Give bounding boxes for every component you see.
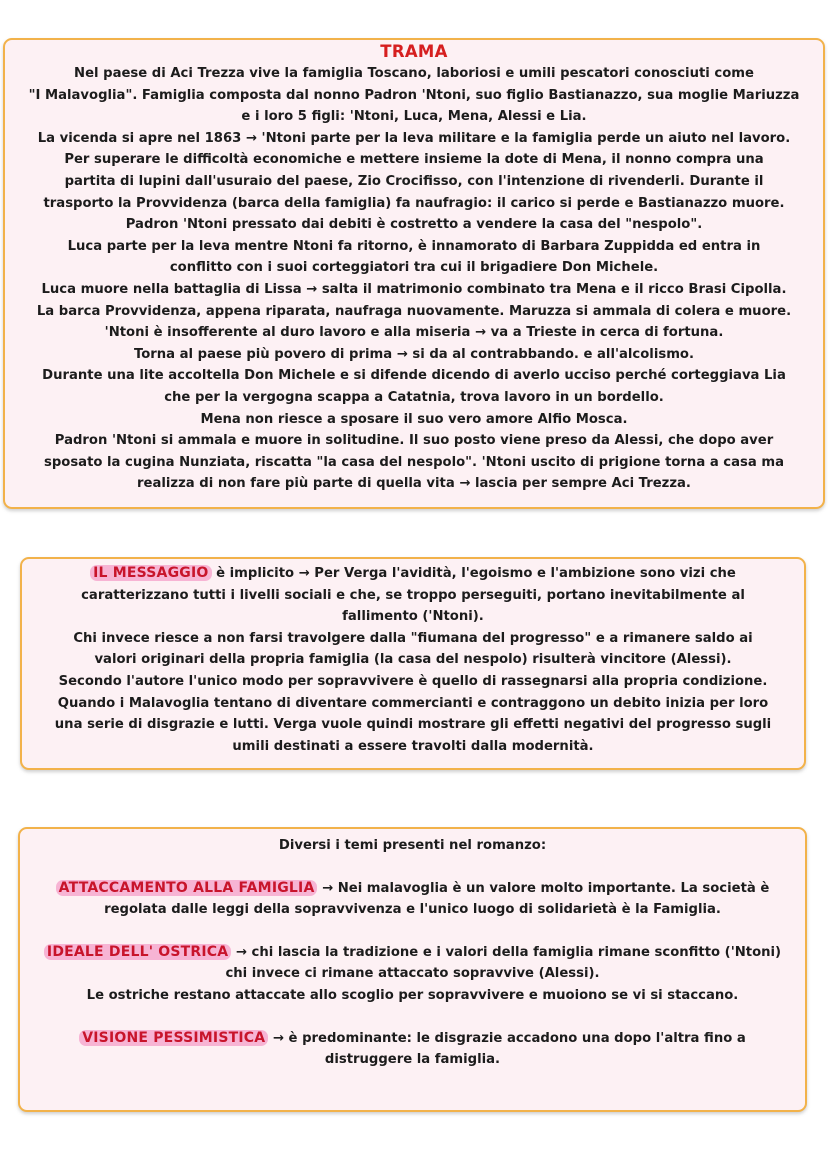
trama-line: trasporto la Provvidenza (barca della famiglia) fa naufragio: il carico si perde e Bastianazzo muore.	[43, 195, 785, 211]
messaggio-line: Quando i Malavoglia tentano di diventare commercianti e contraggono un debito inizia per loro	[57, 695, 769, 711]
trama-line: 'Ntoni è insofferente al duro lavoro e alla miseria → va a Trieste in cerca di fortuna.	[104, 325, 724, 341]
trama-line: realizza di non fare più parte di quella vita → lascia per sempre Aci Trezza.	[137, 476, 691, 492]
famiglia-text: → Nei malavoglia è un valore molto importante. La società è	[317, 880, 770, 896]
trama-line: "I Malavoglia". Famiglia composta dal nonno Padron 'Ntoni, suo figlio Bastianazzo, sua moglie Mariuzza	[28, 87, 800, 103]
messaggio-heading: IL MESSAGGIO	[90, 565, 211, 581]
trama-line: Nel paese di Aci Trezza vive la famiglia Toscano, laboriosi e umili pescatori conosciuti come	[74, 66, 754, 81]
trama-line: Torna al paese più povero di prima → si da al contrabbando. e all'alcolismo.	[133, 346, 695, 362]
ostrica-line: Le ostriche restano attaccate allo scoglio per sopravvivere e muoiono se vi si staccano.	[86, 987, 739, 1003]
pessimismo-heading: VISIONE PESSIMISTICA	[79, 1030, 268, 1046]
trama-line: conflitto con i suoi corteggiatori tra cui il brigadiere Don Michele.	[169, 260, 659, 276]
ostrica-heading: IDEALE DELL' OSTRICA	[44, 944, 231, 960]
temi-section	[18, 827, 807, 1112]
messaggio-line: fallimento ('Ntoni).	[342, 609, 484, 625]
trama-line: e i loro 5 figli: 'Ntoni, Luca, Mena, Alessi e Lia.	[241, 109, 587, 125]
messaggio-line: caratterizzano tutti i livelli sociali e che, se troppo perseguiti, portano inevitabilmente al	[81, 587, 745, 603]
temi-intro: Diversi i temi presenti nel romanzo:	[278, 838, 547, 853]
famiglia-line: regolata dalle leggi della sopravvivenza e l'unico luogo di solidarietà è la Famiglia.	[104, 902, 721, 918]
trama-line: Durante una lite accoltella Don Michele e si difende dicendo di averlo ucciso perché corteggiava Lia	[42, 368, 786, 384]
trama-line: La barca Provvidenza, appena riparata, naufraga nuovamente. Maruzza si ammala di colera e muore.	[36, 303, 792, 319]
trama-line: Per superare le difficoltà economiche e mettere insieme la dote di Mena, il nonno compra una	[64, 152, 764, 168]
trama-line: Mena non riesce a sposare il suo vero amore Alfio Mosca.	[200, 411, 628, 427]
trama-line: partita di lupini dall'usuraio del paese, Zio Crocifisso, con l'intenzione di rivenderli. Durante il	[64, 173, 764, 189]
messaggio-first-line	[28, 563, 798, 585]
messaggio-line: valori originari della propria famiglia (la casa del nespolo) risulterà vincitore (Alessi).	[94, 652, 732, 668]
ostrica-line: chi invece ci rimane attaccato sopravvive (Alessi).	[225, 966, 600, 982]
trama-line: Padron 'Ntoni pressato dai debiti è costretto a vendere la casa del "nespolo".	[125, 217, 703, 233]
famiglia-first-line	[30, 878, 795, 900]
pessimismo-line: distruggere la famiglia.	[324, 1052, 501, 1068]
trama-line: La vicenda si apre nel 1863 → 'Ntoni parte per la leva militare e la famiglia perde un aiuto nel lavoro.	[37, 130, 791, 146]
ostrica-text: → chi lascia la tradizione e i valori della famiglia rimane sconfitto ('Ntoni)	[231, 944, 782, 960]
trama-line: Luca parte per la leva mentre Ntoni fa ritorno, è innamorato di Barbara Zuppidda ed entra in	[67, 238, 761, 254]
messaggio-line: Chi invece riesce a non farsi travolgere dalla "fiumana del progresso" e a rimanere saldo ai	[73, 630, 753, 646]
trama-line: sposato la cugina Nunziata, riscatta "la casa del nespolo". 'Ntoni uscito di prigione torna a casa ma	[43, 454, 785, 470]
messaggio-line: una serie di disgrazie e lutti. Verga vuole quindi mostrare gli effetti negativi del progresso sugli	[54, 717, 772, 733]
trama-title: TRAMA	[380, 42, 448, 61]
ostrica-first-line	[30, 942, 795, 964]
messaggio-intro-text: è implicito → Per Verga l'avidità, l'egoismo e l'ambizione sono vizi che	[211, 566, 736, 581]
messaggio-section	[20, 557, 806, 770]
pessimismo-first-line	[30, 1028, 795, 1050]
trama-line: che per la vergogna scappa a Catatnia, trova lavoro in un bordello.	[164, 389, 664, 405]
messaggio-line: Secondo l'autore l'unico modo per sopravvivere è quello di rassegnarsi alla propria condizione.	[58, 673, 768, 689]
trama-line: Padron 'Ntoni si ammala e muore in solitudine. Il suo posto viene preso da Alessi, che dopo aver	[54, 433, 774, 449]
trama-text	[13, 63, 815, 495]
trama-section	[3, 38, 825, 509]
famiglia-heading: ATTACCAMENTO ALLA FAMIGLIA	[56, 880, 318, 896]
pessimismo-text: → è predominante: le disgrazie accadono una dopo l'altra fino a	[268, 1030, 746, 1046]
messaggio-line: umili destinati a essere travolti dalla modernità.	[232, 738, 594, 754]
trama-line: Luca muore nella battaglia di Lissa → salta il matrimonio combinato tra Mena e il ricco Brasi Cipolla.	[41, 281, 787, 297]
